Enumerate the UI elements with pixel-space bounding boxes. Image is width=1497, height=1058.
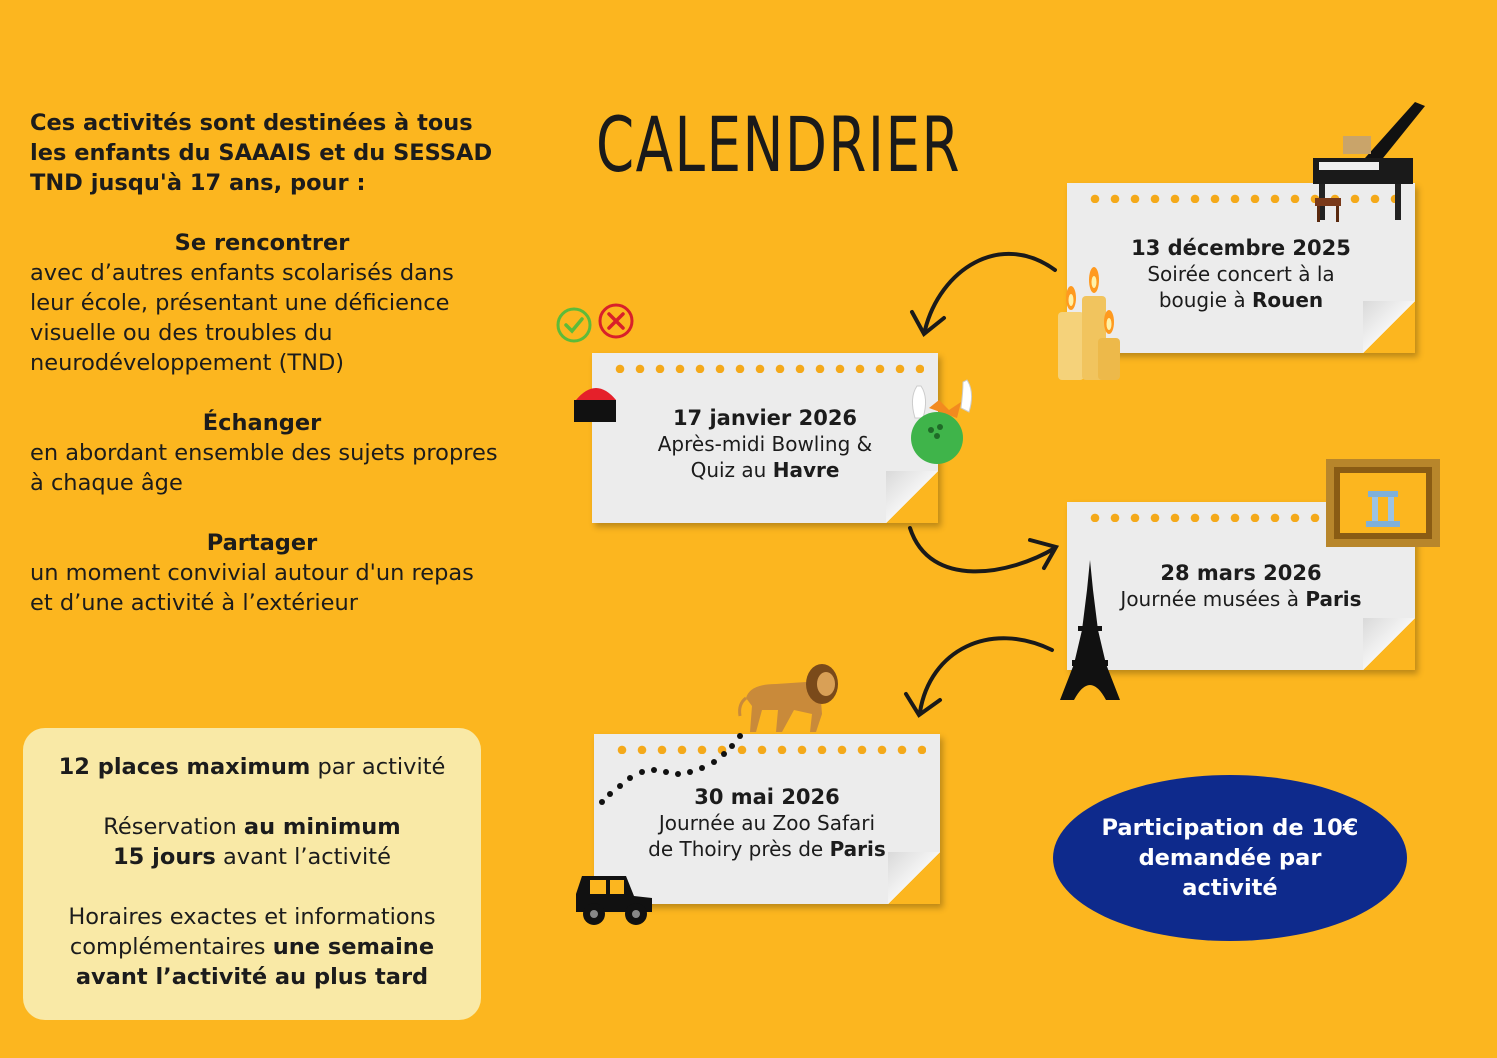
section-title-echanger: Échanger — [202, 410, 322, 436]
event-line2: de Thoiry près de — [648, 837, 830, 861]
info-reservation-start: Réservation — [103, 814, 244, 840]
buzzer-icon — [572, 380, 618, 424]
section-title-partager: Partager — [206, 530, 318, 556]
grand-piano-icon — [1305, 98, 1429, 226]
arrow-2 — [910, 528, 1055, 571]
section-body-rencontrer: avec d’autres enfants scolarisés dans leur école, présentant une déficience visuelle ou des troubles du neurodéveloppement (TND) — [30, 260, 454, 376]
event-line2: Quiz au — [690, 458, 773, 482]
info-horaires-bold: une semaine avant l’activité au plus tard — [75, 934, 435, 990]
event-line2: bougie à — [1158, 288, 1252, 312]
bowling-icon — [905, 378, 987, 470]
event-card-january — [592, 353, 938, 523]
section-title-rencontrer: Se rencontrer — [174, 230, 350, 256]
info-reservation-bold: au minimum — [243, 814, 401, 840]
event-date: 13 décembre 2025 — [1131, 236, 1351, 260]
intro-lead: Ces activités sont destinées à tous les enfants du SAAAIS et du SESSAD TND jusqu'à 17 ans, pour : — [30, 110, 493, 196]
event-line1: Journée au Zoo Safari — [658, 811, 876, 835]
page-fold — [886, 471, 938, 523]
calendar-title: CALENDRIER — [596, 100, 961, 189]
check-circle-icon — [555, 306, 593, 344]
event-line1: Après-midi Bowling & — [657, 432, 873, 456]
participation-text: Participation de 10€ demandée par activité — [1101, 815, 1359, 901]
event-place: Havre — [772, 458, 840, 482]
page-fold — [1363, 618, 1415, 670]
info-horaires-start: Horaires exactes et informations complémentaires — [68, 904, 436, 960]
event-date: 28 mars 2026 — [1160, 561, 1322, 585]
event-place: Rouen — [1251, 288, 1324, 312]
card-holes — [610, 363, 924, 373]
paw-prints-icon — [596, 728, 748, 808]
picture-frame-icon — [1322, 455, 1444, 551]
page-fold — [888, 852, 940, 904]
event-line2: Journée musées à — [1120, 587, 1306, 611]
event-place: Paris — [1305, 587, 1362, 611]
lion-icon — [736, 654, 840, 734]
candles-icon — [1052, 262, 1124, 382]
info-places-rest: par activité — [310, 754, 446, 780]
info-places-bold: 12 places maximum — [58, 754, 311, 780]
participation-badge — [1053, 775, 1407, 941]
safari-jeep-icon — [572, 866, 656, 928]
event-place: Paris — [829, 837, 886, 861]
event-date: 30 mai 2026 — [694, 785, 840, 809]
info-reservation-days: 15 jours — [113, 844, 216, 870]
cross-circle-icon — [597, 302, 635, 340]
info-reservation-rest: avant l’activité — [215, 844, 391, 870]
page-fold — [1363, 301, 1415, 353]
section-body-echanger: en abordant ensemble des sujets propres à chaque âge — [30, 440, 498, 496]
event-date: 17 janvier 2026 — [672, 406, 858, 430]
eiffel-tower-icon — [1058, 560, 1122, 702]
event-line1: Soirée concert à la — [1147, 262, 1335, 286]
section-body-partager: un moment convivial autour d'un repas et d’une activité à l’extérieur — [30, 560, 474, 616]
